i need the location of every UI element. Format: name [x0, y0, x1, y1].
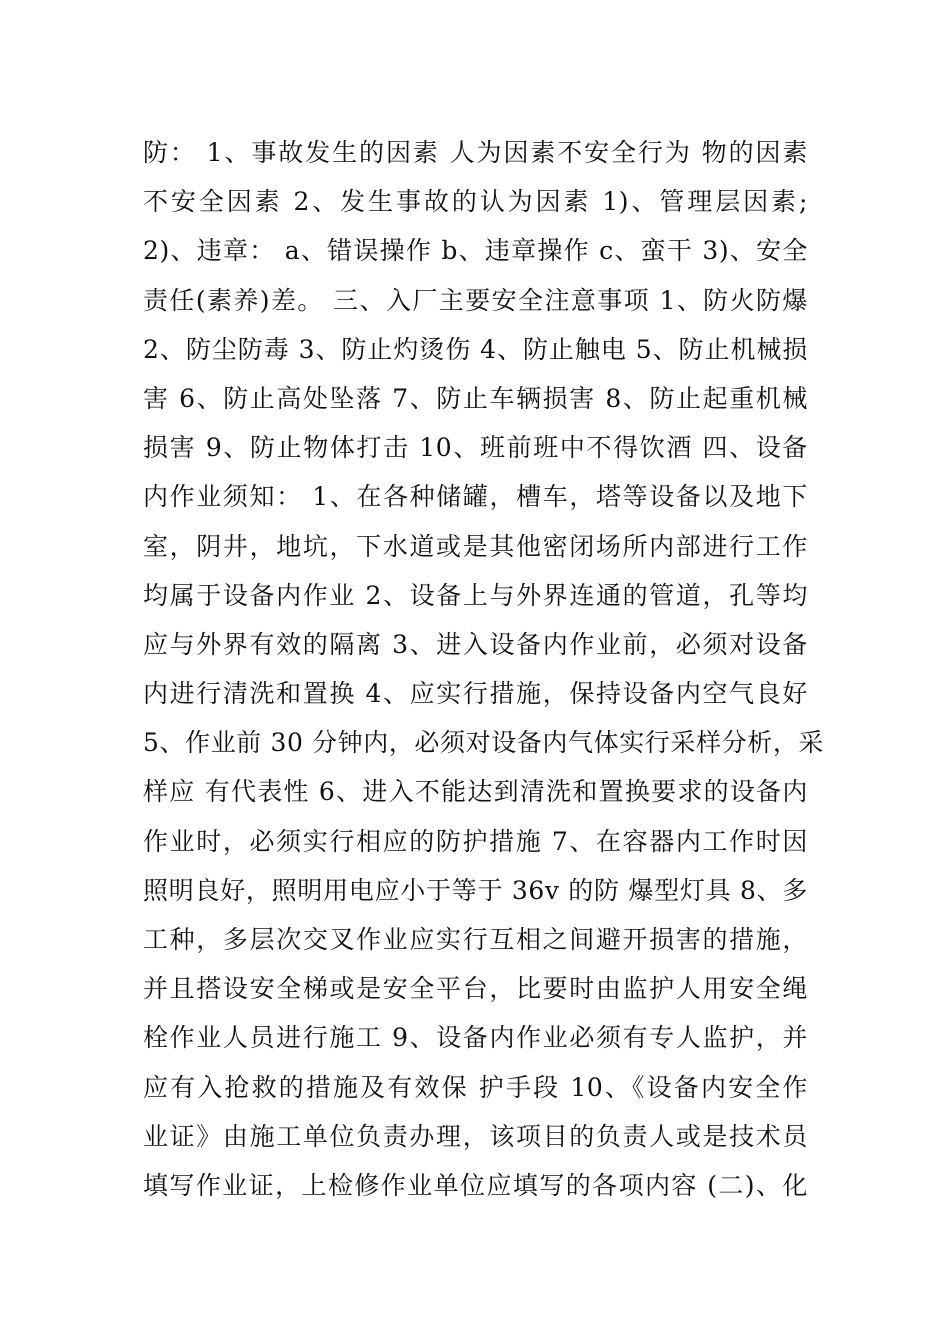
- text-line-17: 工种，多层次交叉作业应实行互相之间避开损害的措施，: [143, 925, 808, 954]
- text-line-16: 照明良好，照明用电应小于等于 36v 的防 爆型灯具 8、多: [143, 875, 808, 905]
- text-line-20: 应有入抢救的措施及有效保 护手段 10、《设备内安全作: [143, 1072, 808, 1102]
- body-text: [143, 128, 825, 1210]
- text-line-1: 防： 1、事故发生的因素 人为因素不安全行为 物的因素: [143, 138, 808, 167]
- text-line-8: 内作业须知： 1、在各种储罐，槽车，塔等设备以及地下: [143, 482, 808, 512]
- text-line-9: 室，阴井，地坑，下水道或是其他密闭场所内部进行工作: [143, 531, 808, 561]
- text-line-12: 内进行清洗和置换 4、应实行措施，保持设备内空气良好: [143, 679, 808, 709]
- text-line-10: 均属于设备内作业 2、设备上与外界连通的管道，孔等均: [143, 580, 808, 610]
- text-line-22: 填写作业证，上检修作业单位应填写的各项内容 (二)、化: [143, 1170, 808, 1200]
- text-line-13: 5、作业前 30 分钟内，必须对设备内气体实行采样分析，采: [143, 728, 825, 758]
- text-line-11: 应与外界有效的隔离 3、进入设备内作业前，必须对设备: [143, 629, 808, 659]
- text-line-14: 样应 有代表性 6、进入不能达到清洗和置换要求的设备内: [143, 777, 808, 807]
- text-line-15: 作业时，必须实行相应的防护措施 7、在容器内工作时因: [143, 826, 808, 856]
- text-line-18: 并且搭设安全梯或是安全平台，比要时由监护人用安全绳: [143, 974, 808, 1004]
- text-line-7: 损害 9、防止物体打击 10、班前班中不得饮酒 四、设备: [143, 433, 808, 463]
- text-line-2: 不安全因素 2、发生事故的认为因素 1)、管理层因素;: [143, 187, 808, 217]
- text-line-19: 栓作业人员进行施工 9、设备内作业必须有专人监护，并: [143, 1023, 808, 1053]
- text-line-4: 责任(素养)差。 三、入厂主要安全注意事项 1、防火防爆: [143, 285, 808, 315]
- text-line-5: 2、防尘防毒 3、防止灼烫伤 4、防止触电 5、防止机械损: [143, 334, 808, 364]
- text-line-21: 业证》由施工单位负责办理，该项目的负责人或是技术员: [143, 1121, 808, 1151]
- text-line-6: 害 6、防止高处坠落 7、防止车辆损害 8、防止起重机械: [143, 383, 808, 413]
- text-line-3: 2)、违章： a、错误操作 b、违章操作 c、蛮干 3)、安全: [143, 236, 808, 266]
